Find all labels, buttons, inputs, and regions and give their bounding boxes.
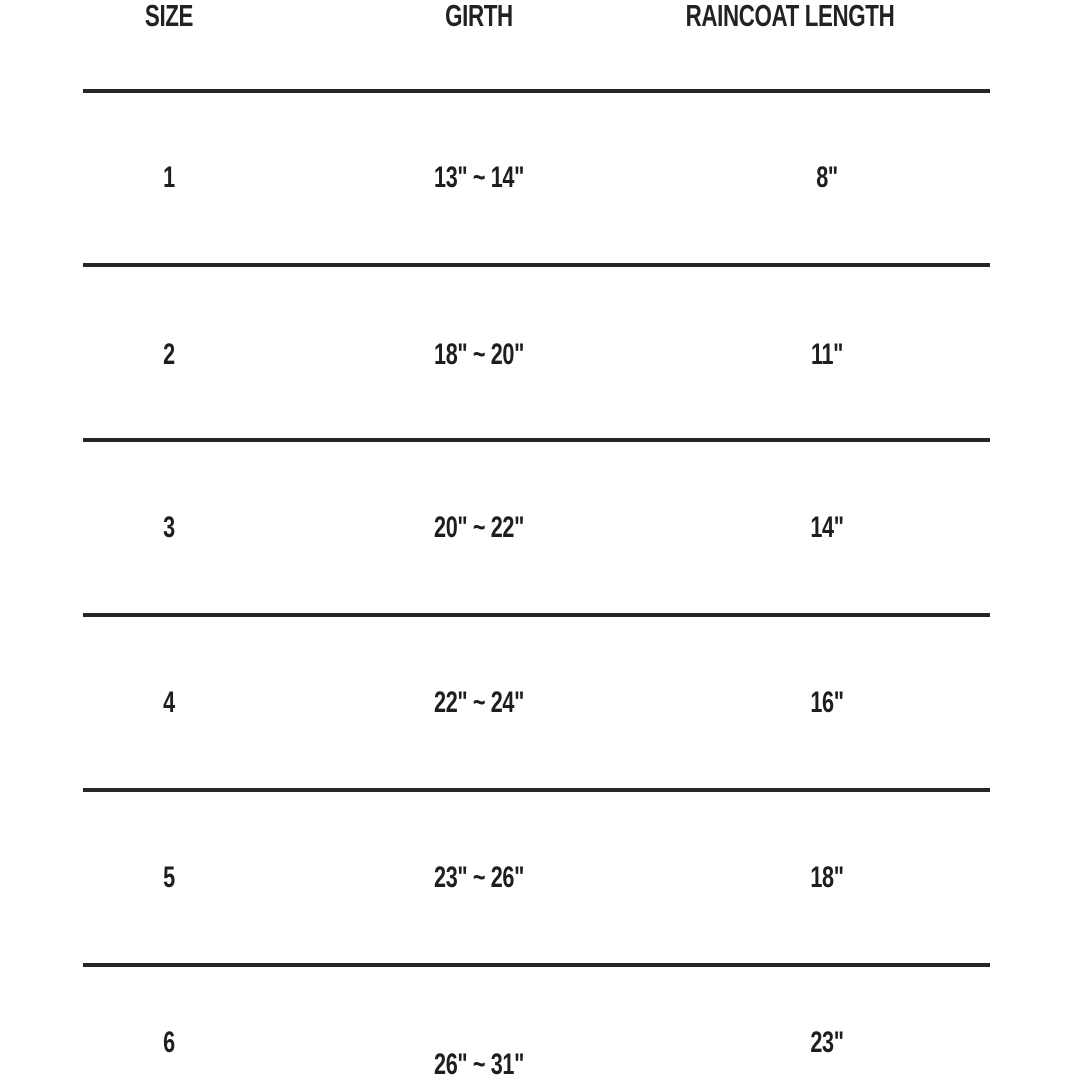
length-cell: 11" — [811, 338, 843, 371]
length-cell: 18" — [810, 861, 844, 894]
length-cell: 23" — [810, 1026, 844, 1059]
size-cell: 4 — [163, 686, 175, 719]
girth-cell: 18" ~ 20" — [434, 338, 524, 371]
size-cell: 6 — [163, 1026, 175, 1059]
column-header-size: SIZE — [144, 0, 194, 33]
row-divider — [83, 263, 990, 267]
row-divider — [83, 438, 990, 442]
girth-cell: 20" ~ 22" — [434, 511, 524, 544]
size-cell: 5 — [163, 861, 175, 894]
length-cell: 8" — [816, 161, 838, 194]
row-divider — [83, 613, 990, 617]
row-divider — [83, 788, 990, 792]
girth-cell: 23" ~ 26" — [434, 861, 524, 894]
length-cell: 14" — [810, 511, 844, 544]
size-cell: 3 — [163, 511, 175, 544]
size-cell: 2 — [163, 338, 175, 371]
girth-cell: 22" ~ 24" — [434, 686, 524, 719]
column-header-length: RAINCOAT LENGTH — [685, 0, 895, 33]
column-header-girth: GIRTH — [445, 0, 513, 33]
row-divider — [83, 963, 990, 967]
length-cell: 16" — [810, 686, 844, 719]
size-cell: 1 — [163, 161, 175, 194]
girth-cell: 26" ~ 31" — [434, 1048, 524, 1081]
header-divider — [83, 89, 990, 93]
girth-cell: 13" ~ 14" — [434, 161, 524, 194]
